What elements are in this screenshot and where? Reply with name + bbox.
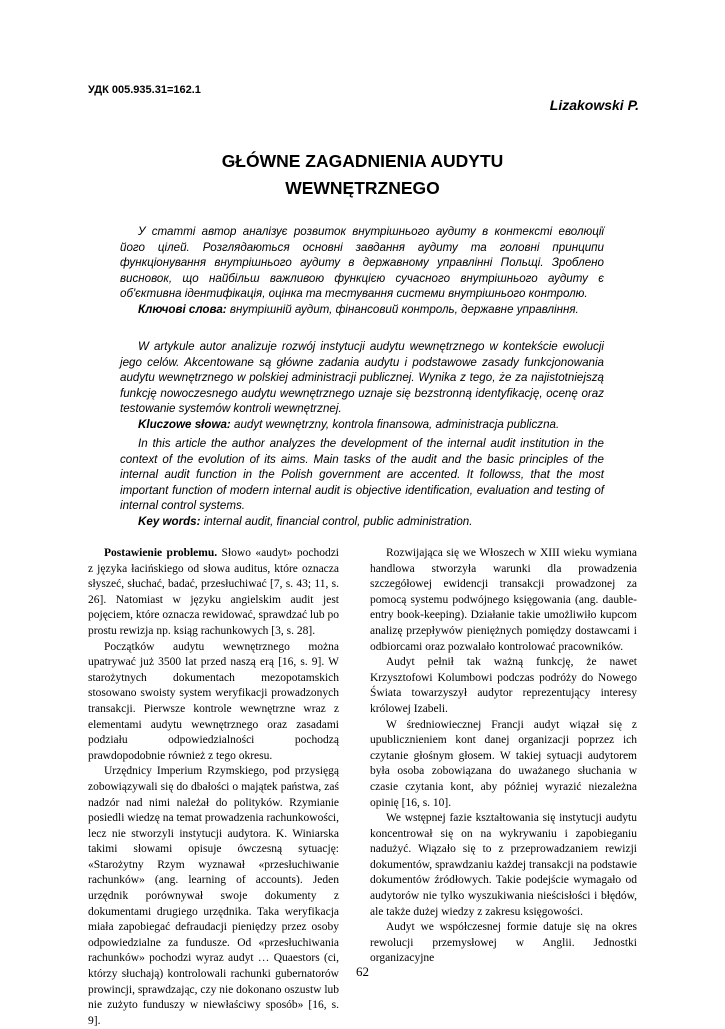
keywords-label: Key words: [138, 514, 201, 528]
body-column-left [88, 546, 339, 1029]
page-number: 62 [356, 964, 369, 979]
abstract-text: У статті автор аналізує розвиток внутрішнього аудиту в контексті еволюції його цілей. Розглядаються основні завдання аудиту та головні принципи функціонування внутрішнього аудиту в державному управлінні Польщі. Зроблено висновок, що найбільш важливою функцією сучасного внутрішнього аудиту є об'єктивна ідентифікація, оцінка та тестування системи внутрішнього контролю. [120, 225, 604, 301]
keywords [120, 302, 604, 318]
body-paragraph: Audyt we współczesnej formie datuje się na okres rewolucji przemysłowej w Anglii. Jednostki organizacyjne [370, 921, 637, 965]
keywords-label: Ключові слова: [138, 302, 227, 316]
title-line-1: GŁÓWNE ZAGADNIENIA AUDYTU [221, 151, 504, 171]
abstract-text: In this article the author analyzes the development of the internal audit institution in the context of the evolution of its aims. Main tasks of the audit and the basic principles of the internal audit function in the Polish government are accented. It followss, that the most important function of modern internal audit is objective identification, evaluation and testing of internal control systems. [120, 437, 604, 513]
udk-code: УДК 005.935.31=162.1 [88, 84, 201, 96]
body-paragraph: Początków audytu wewnętrznego można upatrywać już 3500 lat przed naszą erą [16, s. 9]. W starożytnych dokumentach mezopotamskich stosowano swoisty system weryfikacji prowadzonych transakcji. Pierwsze kontrole wewnętrzne wraz z elementami audytu wewnętrznego oraz zasadami podziału odpowiedzialności pochodzą prawdopodobnie również z tego okresu. [88, 640, 339, 762]
body-paragraph: W średniowiecznej Francji audyt wiązał się z upublicznieniem kont danej organizacji poprzez ich czytanie głośnym głosem. W takiej sytuacji audytorem była osoba zobowiązana do uważanego słuchania w czasie czytania kont, aby później wyrazić niezależna opinię [16, s. 10]. [370, 718, 637, 809]
abstract-text: W artykule autor analizuje rozwój instytucji audytu wewnętrznego w kontekście ewolucji jego celów. Akcentowane są główne zadania audytu i podstawowe zasady funkcjonowania audytu wewnętrznego w polskiej administracji publicznej. Wynika z tego, że za najistotniejszą funkcję nowoczesnego audytu wewnętrznego uznaje się bezstronną identyfikację, ocenę oraz testowanie systemów kontroli wewnętrznej. [120, 340, 604, 416]
keywords [120, 417, 604, 433]
body-paragraph: We wstępnej fazie kształtowania się instytucji audytu koncentrował się on na wykrywaniu i zapobieganiu nadużyć. Wiązało się to z przeprowadzaniem rewizji dokumentów, sprawdzaniu każdej transakcji na podstawie dokumentów źródłowych. Takie podejście wymagało od audytorów nie tylko wyszukiwania nieścisłości i błędów, ale także dużej wiedzy z zakresu księgowości. [370, 812, 637, 918]
keywords-text: internal audit, financial control, public administration. [200, 514, 473, 528]
abstract-polish [120, 339, 604, 433]
keywords [120, 514, 604, 530]
keywords-text: внутрішній аудит, фінансовий контроль, державне управління. [226, 302, 579, 316]
body-paragraph [88, 546, 339, 640]
body-column-right [370, 546, 637, 967]
body-paragraph: Audyt pełnił tak ważną funkcję, że nawet Krzysztofowi Kolumbowi podczas podróży do Nowego Świata towarzyszył audytor reprezentujący interesy królowej Izabeli. [370, 656, 637, 715]
abstract-ukrainian [120, 224, 604, 318]
body-paragraph: Rozwijająca się we Włoszech w XIII wieku wymiana handlowa stworzyła warunki dla prowadzenia szczegółowej ewidencji transakcji prowadzonej za pomocą systemu podwójnego księgowania (ang. dauble-entry book-keeping). Działanie takie umożliwiło kupcom analizę przepływów pieniężnych pomiędzy dostawcami i odbiorcami oraz pozwalało kontrolować pracowników. [370, 547, 637, 653]
author-name: Lizakowski P. [549, 97, 639, 113]
paragraph-text: Słowo «audyt» pochodzi z języka łacińskiego od słowa auditus, które oznacza słyszeć, słuchać, badać, przesłuchiwać [7, s. 43; 11, s. 26]. Natomiast w języku angielskim audit jest pojęciem, które oznacza rewidować, sprawdzać lub po prostu rewizja np. ksiąg rachunkowych [3, s. 28]. [88, 547, 339, 637]
title-line-2: WEWNĘTRZNEGO [285, 178, 440, 198]
body-paragraph: Urzędnicy Imperium Rzymskiego, pod przysięgą zobowiązywali się do dbałości o majątek państwa, zaś nadzór nad nimi należał do polityków. Rzymianie posiedli wiedzę na temat prowadzenia rachunkowości, lecz nie stworzyli instytucji audytora. K. Winiarska takimi słowami opisuje ówczesną sytuację: «Starożytny Rzym wyznawał «przesłuchiwanie rachunków» (ang. learning of accounts). Jeden urzędnik porównywał swoje dokumenty z dokumentami drugiego urzędnika. Taka weryfikacja miała zapobiegać defraudacji pieniędzy przez osoby odpowiedzialne za fundusze. Od «przesłuchiwania rachunków» pochodzi wyraz audyt … Quaestors (ci, którzy słuchają) kontrolowali rachunki gubernatorów prowincji, sprawdzając, czy nie dokonano oszustw lub nie zużyto funduszy w niewłaściwy sposób» [16, s. 9]. [88, 765, 340, 1027]
section-lead: Postawienie problemu. [104, 547, 218, 559]
keywords-text: audyt wewnętrzny, kontrola finansowa, administracja publiczna. [230, 417, 560, 431]
abstract-english [120, 436, 604, 530]
keywords-label: Kluczowe słowa: [138, 417, 231, 431]
article-title [88, 148, 637, 202]
